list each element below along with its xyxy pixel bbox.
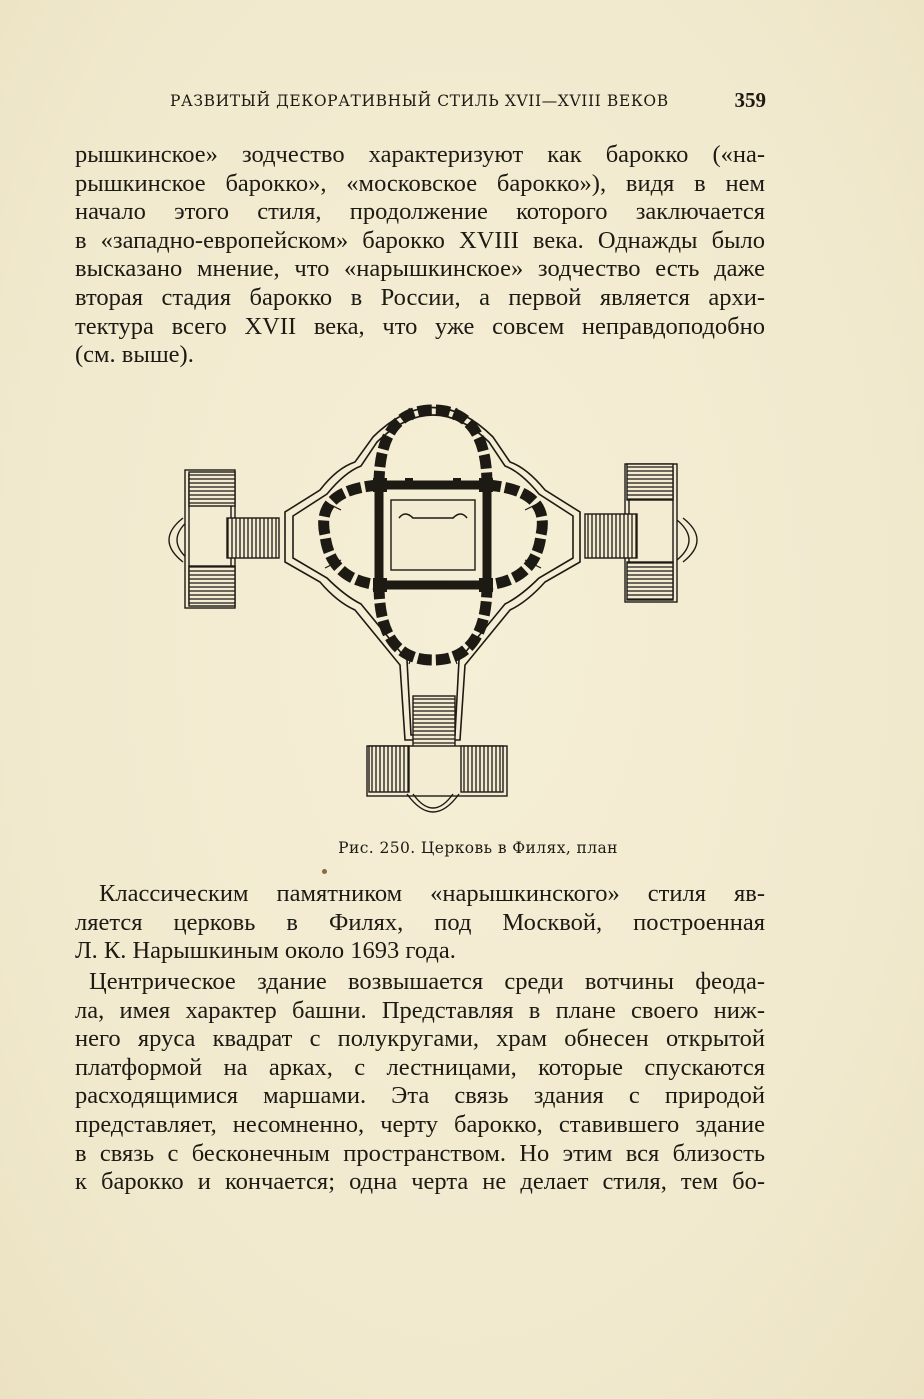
text-line: вторая стадия барокко в России, а первой является архи-	[75, 283, 765, 311]
figure-caption-text: Рис. 250. Церковь в Филях, план	[338, 839, 618, 857]
text-line: рышкинское» зодчество характеризуют как барокко («на-	[75, 141, 765, 168]
text-line: тектура всего XVII века, что уже совсем неправдоподобно	[75, 312, 765, 340]
running-head: РАЗВИТЫЙ ДЕКОРАТИВНЫЙ СТИЛЬ XVII—XVIII ВЕКОВ	[170, 92, 669, 110]
paragraph-continuation	[75, 141, 765, 370]
text-line: ляется церковь в Филях, под Москвой, построенная	[75, 908, 765, 936]
text-line: к барокко и кончается; одна черта не делает стиля, тем бо-	[75, 1168, 765, 1196]
text-line: представляет, несомненно, черту барокко, ставившего здание	[75, 1110, 765, 1138]
text-line: в связь с бесконечным пространством. Но этим вся близость	[75, 1139, 765, 1167]
text-line: расходящимися маршами. Эта связь здания с природой	[75, 1082, 765, 1110]
page-header	[170, 88, 766, 118]
text-line: него яруса квадрат с полукругами, храм обнесен открытой	[75, 1025, 765, 1053]
text-line: Л. К. Нарышкиным около 1693 года.	[75, 937, 456, 965]
paper-speck	[322, 869, 327, 874]
text-line: начало этого стиля, продолжение которого заключается	[75, 198, 765, 226]
text-line: высказано мнение, что «нарышкинское» зодчество есть даже	[75, 255, 765, 283]
figure-caption	[0, 839, 924, 857]
text-line: платформой на арках, с лестницами, которые спускаются	[75, 1053, 765, 1081]
page-number: 359	[734, 88, 766, 112]
text-line: Классическим памятником «нарышкинского» стиля яв-	[99, 880, 765, 907]
text-line: ла, имея характер башни. Представляя в плане своего ниж-	[75, 996, 765, 1024]
text-line: Центрическое здание возвышается среди вотчины феода-	[89, 968, 765, 995]
church-floor-plan-drawing	[155, 390, 711, 826]
text-line: (см. выше).	[75, 341, 194, 369]
church-plan-figure	[155, 390, 711, 826]
paragraph-fili-church	[75, 880, 765, 966]
paragraph-central-building	[75, 968, 765, 1197]
text-line: рышкинское барокко», «московское барокко»), видя в нем	[75, 169, 765, 197]
text-line: в «западно-европейском» барокко XVIII века. Однажды было	[75, 226, 765, 254]
